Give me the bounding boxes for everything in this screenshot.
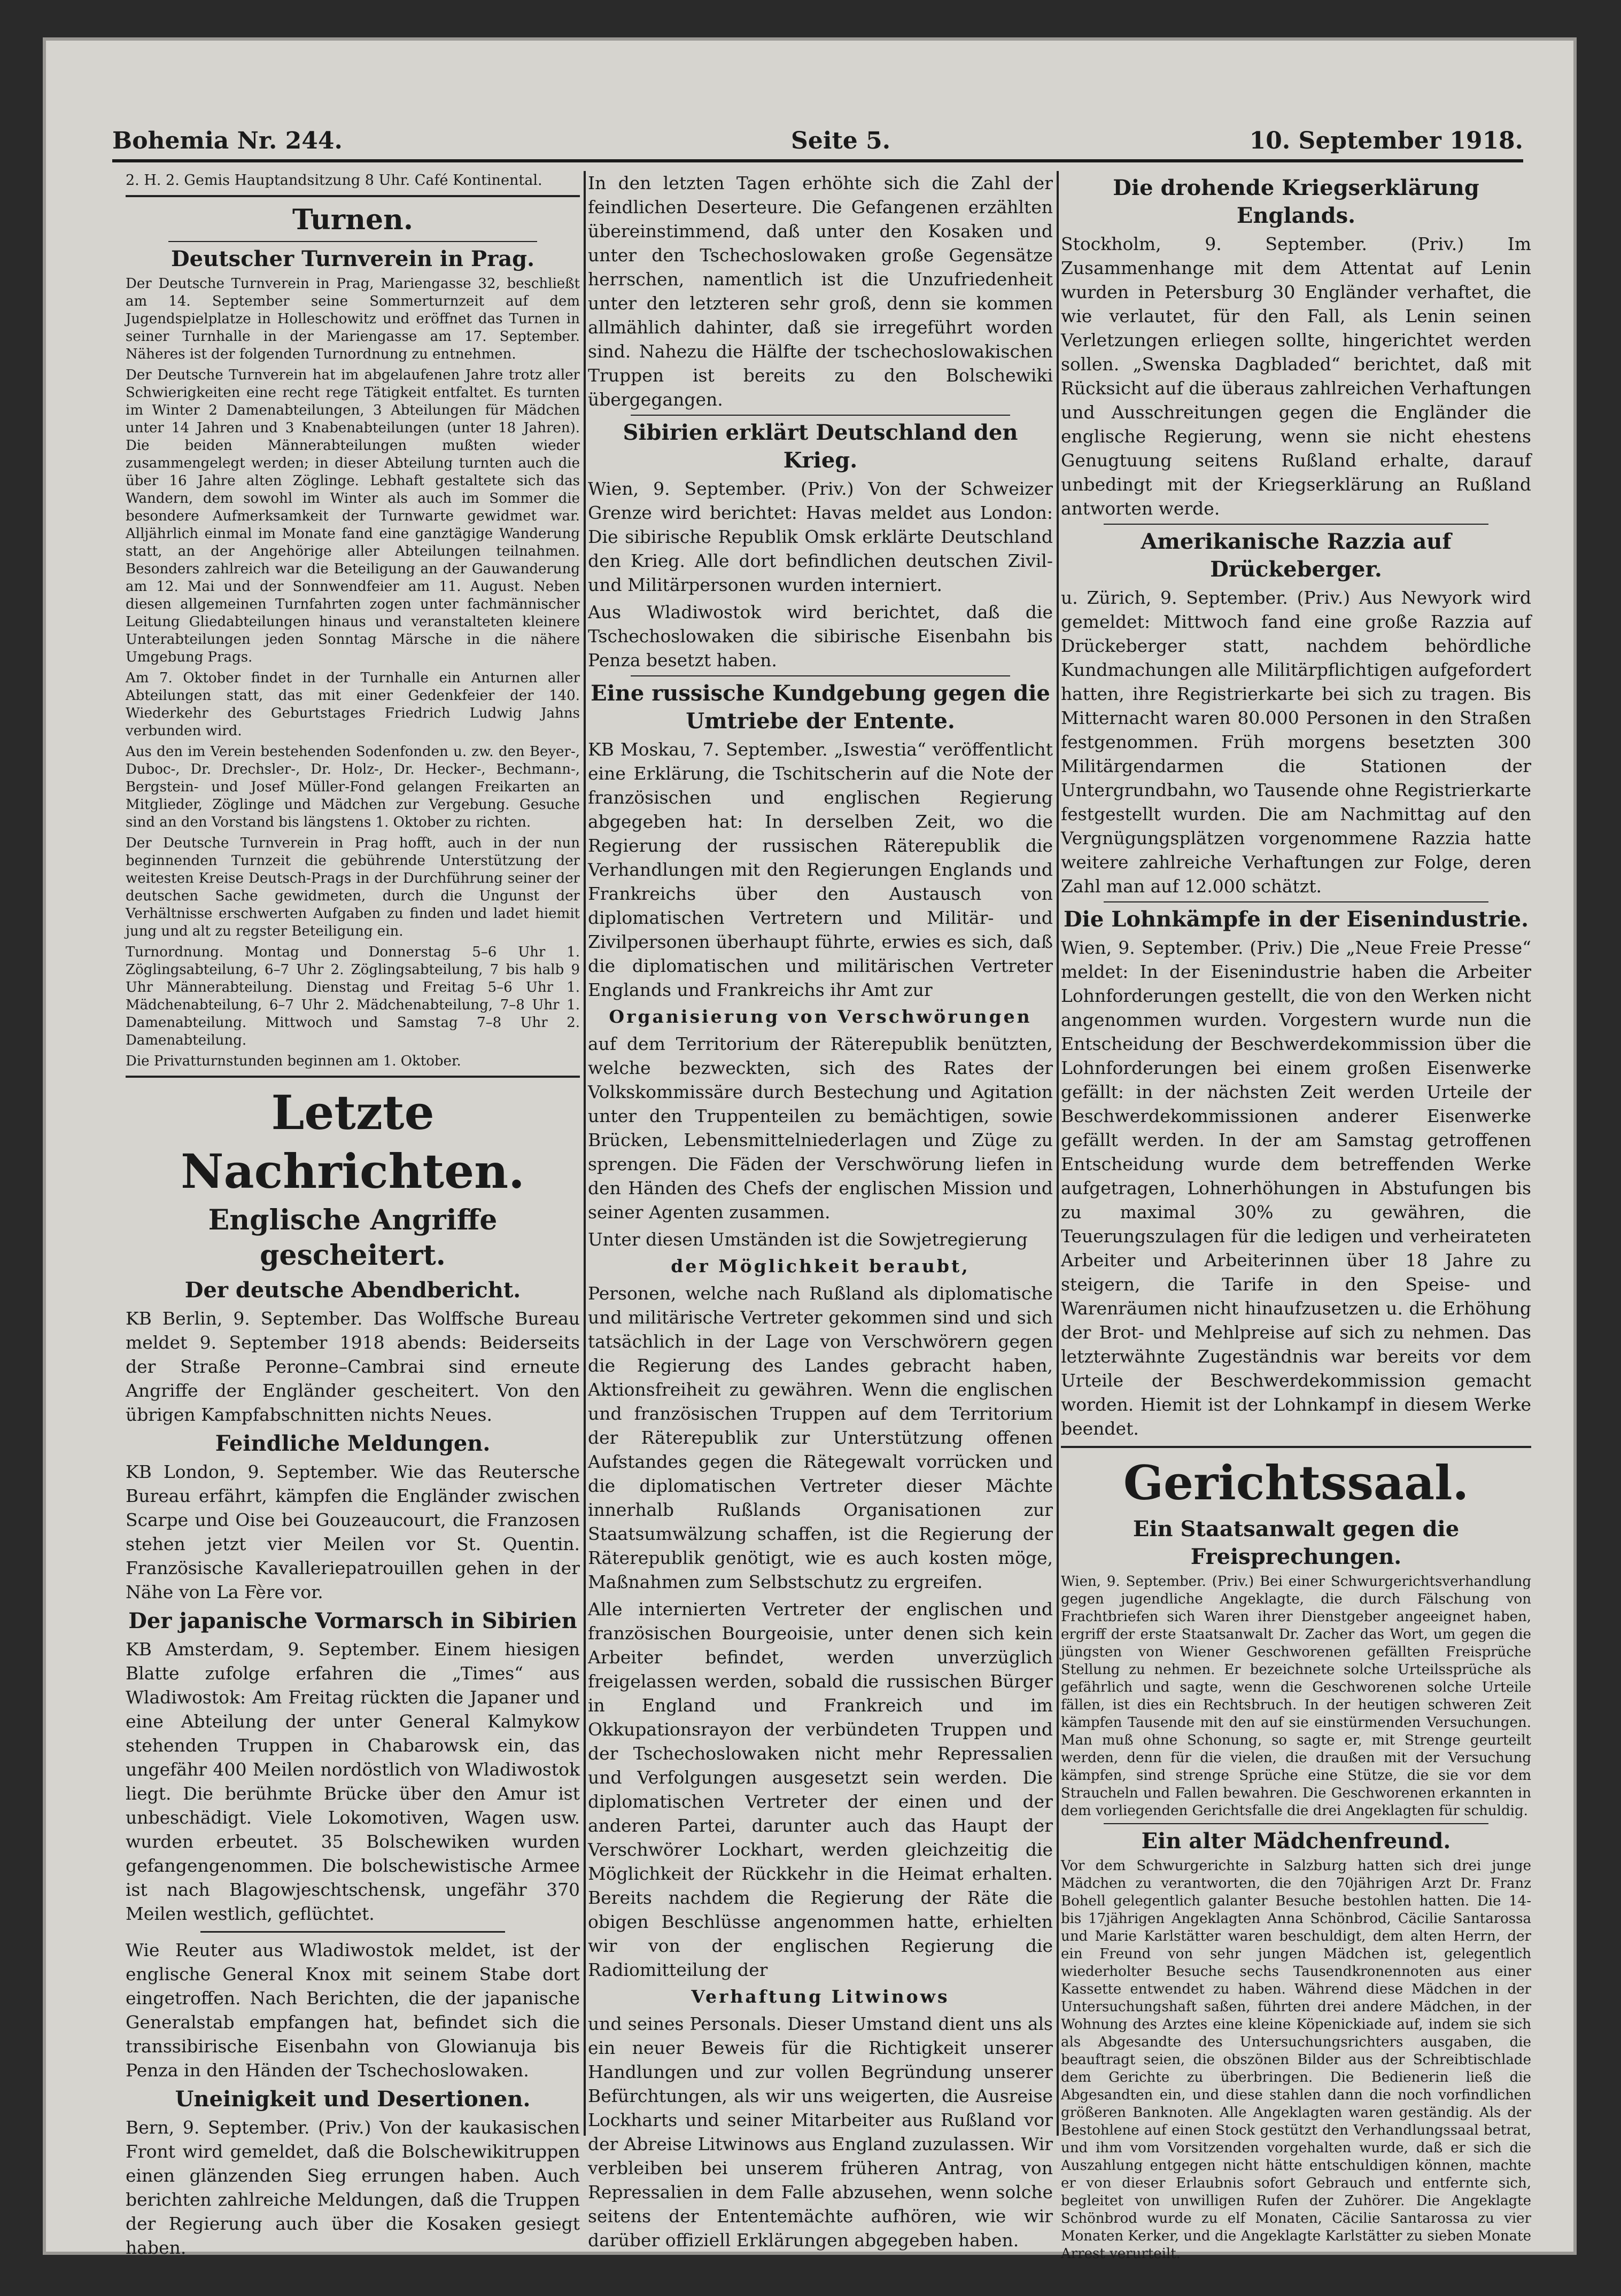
article-paragraph: Der Deutsche Turnverein hat im abgelaufenen Jahre trotz aller Schwierigkeiten eine recht rege Tätigkeit entfaltet. Es turnten im Winter 2 Damenabteilungen, 3 Abteilungen für Mädchen unter 14 Jahren und 3 Knabenabteilungen (unter 18 Jahren). Die beiden Männerabteilungen mußten wieder zusammengelegt werden; in dieser Abteilung turnten auch die über 16 Jahre alten Zöglinge. Lebhaft gestaltete sich das Wandern, dem sowohl im Winter als auch im Sommer die besondere Aufmerksamkeit der Turnwarte gewidmet war. Alljährlich einmal im Monate fand eine ganztägige Wanderung statt, an der Angehörige aller Abteilungen teilnahmen. Besonders zahlreich war die Beteiligung an der Gauwanderung am 12. Mai und der Sonnwendfeier am 11. August. Neben diesen allgemeinen Turnfahrten zogen unter fachmännischer Leitung Gliedabteilungen hinaus und veranstalteten kleinere Unterabteilungen jeden Sonntag Märsche in die nähere Umgebung Prags. xyxy=(126,367,580,665)
paper-issue: Bohemia Nr. 244. xyxy=(112,127,343,154)
article-paragraph: u. Zürich, 9. September. (Priv.) Aus Newyork wird gemeldet: Mittwoch fand eine große Razzia auf Drückeberger statt, nachdem behördliche Kundmachungen alle Militärpflichtigen aufgefordert hatten, ihre Registrierkarte bei sich zu tragen. Bis Mitternacht waren 80.000 Personen in den Straßen festgenommen. Früh morgens besetzten 300 Militärgendarmen die Stationen der Untergrundbahn, wo Tausende ohne Registrierkarte festgestellt wurden. Die am Nachmittag auf den Vergnügungsplätzen vorgenommene Razzia hatte weitere zahlreiche Verhaftungen zur Folge, deren Zahl man auf 12.000 schätzt. xyxy=(1061,587,1531,897)
section-title-turnen: Turnen. xyxy=(292,204,413,236)
article-paragraph: KB Berlin, 9. September. Das Wolffsche Bureau meldet 9. September 1918 abends: Beiderseits der Straße Peronne–Cambrai sind erneute Angriffe der Engländer gescheitert. Von den übrigen Kampfabschnitten nichts Neues. xyxy=(126,1308,580,1425)
article-paragraph: Die Privatturnstunden beginnen am 1. Oktober. xyxy=(126,1053,461,1069)
column-rule xyxy=(1057,171,1059,2136)
spaced-subhead: der Möglichkeit beraubt, xyxy=(671,1256,970,1277)
column-right xyxy=(1061,171,1531,2262)
divider xyxy=(168,241,537,242)
article-paragraph: Der Deutsche Turnverein in Prag, Mariengasse 32, beschließt am 14. September seine Sommerturnzeit auf dem Jugendspielplatze in Holleschowitz und eröffnet das Turnen in seiner Turnhalle in der Mariengasse am 17. September. Näheres ist der folgenden Turnordnung zu entnehmen. xyxy=(126,276,580,362)
article-paragraph: Wien, 9. September. (Priv.) Von der Schweizer Grenze wird berichtet: Havas meldet aus London: Die sibirische Republik Omsk erklärte Deutschland den Krieg. Alle dort befindlichen deutschen Zivil- und Militärpersonen wurden interniert. xyxy=(588,478,1053,595)
divider xyxy=(631,415,1010,416)
article-paragraph: KB Moskau, 7. September. „Iswestia“ veröffentlicht eine Erklärung, die Tschitscherin auf die Note der französischen und englischen Regierung abgegeben hat: In derselben Zeit, wo die Regierung der russischen Räterepublik die Verhandlungen mit den Regierungen Englands und Frankreichs über den Austausch von diplomatischen Vertretern und Militär- und Zivilpersonen überhaupt führte, erwies es sich, daß die diplomatischen und militärischen Vertreter Englands und Frankreichs ihr Amt zur xyxy=(588,739,1053,1000)
article-heading: Amerikanische Razzia auf Drückeberger. xyxy=(1141,529,1452,582)
issue-date: 10. September 1918. xyxy=(1249,127,1523,154)
divider xyxy=(200,1931,505,1933)
article-paragraph: KB Amsterdam, 9. September. Einem hiesigen Blatte zufolge erfahren die „Times“ aus Wladiwostok: Am Freitag rückten die Japaner und eine Abteilung der unter General Kalmykow stehenden Truppen in Chabarowsk ein, das ungefähr 400 Meilen nordöstlich von Wladiwostok liegt. Die berühmte Brücke über den Amur ist unbeschädigt. Viele Lokomotiven, Wagen usw. wurden erbeutet. 35 Bolschewiken wurden gefangengenommen. Die bolschewistische Armee ist nach Blagowjeschtschensk, ungefähr 370 Meilen westlich, geflüchtet. xyxy=(126,1639,580,1924)
section-divider xyxy=(126,1076,580,1078)
spaced-subhead: Verhaftung Litwinows xyxy=(691,1986,950,2007)
divider xyxy=(631,675,1010,676)
article-paragraph: Bern, 9. September. (Priv.) Von der kaukasischen Front wird gemeldet, daß die Bolschewikitruppen einen glänzenden Sieg errungen haben. Auch berichten zahlreiche Meldungen, daß die Truppen der Regierung auch über die Kosaken gesiegt haben. xyxy=(126,2117,580,2258)
divider xyxy=(1104,1823,1488,1824)
article-paragraph: Personen, welche nach Rußland als diplomatische und militärische Vertreter gekommen sind und sich tatsächlich in der Lage von Verschwörern gegen die Regierung des Landes gebracht haben, Aktionsfreiheit zu gewähren. Wenn die englischen und französischen Truppen auf dem Territorium der Räterepublik zur Unterstützung offenen Aufstandes gegen die Rätegewalt vorrücken und die diplomatischen Vertreter dieser Mächte innerhalb Rußlands Organisationen zur Staatsumwälzung schaffen, ist die Regierung der Räterepublik genötigt, wie es auch kosten möge, Maßnahmen zum Selbstschutz zu ergreifen. xyxy=(588,1283,1053,1592)
article-paragraph: Wien, 9. September. (Priv.) Die „Neue Freie Presse“ meldet: In der Eisenindustrie haben die Arbeiter Lohnforderungen gestellt, die von den Werken nicht angenommen wurden. Vorgestern wurde nun die Entscheidung der Beschwerdekommission über die Lohnforderungen bei einem großen Eisenwerke gefällt: in der nächsten Zeit werden Urteile der Beschwerdekommissionen anderer Eisenwerke gefällt werden. In der am Samstag getroffenen Entscheidung wurde dem betreffenden Werke aufgetragen, Lohnerhöhungen in Abstufungen bis zu maximal 30% zu gewähren, die Teuerungszulagen für die ledigen und verheirateten Arbeiter und Arbeiterinnen über 18 Jahre zu steigern, die Tarife in den Speise- und Warenräumen nicht hinaufzusetzen u. die Erhöhung der Brot- und Mehlpreise auf sich zu nehmen. Das letzterwähnte Zugeständnis war bereits vor dem Urteile der Beschwerdekommission gemacht worden. Hiemit ist der Lohnkampf in diesem Werke beendet. xyxy=(1061,937,1531,1439)
section-title-gerichtssaal: Gerichtssaal. xyxy=(1123,1455,1469,1511)
article-heading: Eine russische Kundgebung gegen die Umtriebe der Entente. xyxy=(591,681,1050,734)
article-heading: Englische Angriffe gescheitert. xyxy=(208,1204,498,1272)
article-paragraph: Turnordnung. Montag und Donnerstag 5–6 Uhr 1. Zöglingsabteilung, 6–7 Uhr 2. Zöglingsabteilung, 7 bis halb 9 Uhr Männerabteilung. Dienstag und Freitag 5–6 Uhr 1. Mädchenabteilung, 6–7 Uhr 2. Mädchenabteilung, 7–8 Uhr 1. Damenabteilung. Mittwoch und Samstag 7–8 Uhr 2. Damenabteilung. xyxy=(126,944,580,1048)
article-paragraph: Aus den im Verein bestehenden Sodenfonden u. zw. den Beyer-, Duboc-, Dr. Drechsler-, Dr. Holz-, Dr. Hecker-, Bechmann-, Bergstein- und Josef Müller-Fond gelangen Freikarten an Mitglieder, Zöglinge und Mädchen zur Vergebung. Gesuche sind an den Vorstand bis längstens 1. Oktober zu richten. xyxy=(126,744,580,830)
section-title-letzte-nachrichten: Letzte Nachrichten. xyxy=(181,1085,525,1199)
article-paragraph: Vor dem Schwurgerichte in Salzburg hatten sich drei junge Mädchen zu verantworten, die den 70jährigen Arzt Dr. Franz Bohell gelegentlich galanter Besuche bestohlen hatten. Die 14- bis 17jährigen Angeklagten Anna Schönbrod, Cäcilie Santarossa und Marie Karlstätter waren beschuldigt, dem alten Herrn, der ein Freund von sehr jungen Mädchen ist, gelegentlich wiederholter Besuche sechs Tausendkronennoten aus einer Kassette entwendet zu haben. Während diese Mädchen in der Untersuchungshaft saßen, führten drei andere Mädchen, in der Wohnung des Arztes eine kleine Köpenickiade auf, indem sie sich als Abgesandte des Untersuchungsrichters ausgaben, die beauftragt seien, die obszönen Bilder aus der Schreibtischlade dem Gerichte zu überbringen. Die Bedienerin ließ die Abgesandten ein, und diese stahlen dann die noch vorfindlichen größeren Banknoten. Alle Angeklagten waren geständig. Als der Bestohlene auf einen Stock gestützt den Verhandlungssaal betrat, und ihm vom Vorsitzenden vorgehalten wurde, daß er sich die Auszahlung entgegen nicht hätte entschuldigen können, machte er von dieser Erlaubnis sofort Gebrauch und entfernte sich, begleitet von unwilligen Rufen der Zuhörer. Die Angeklagte Schönbrod wurde zu elf Monaten, Cäcilie Santarossa zu vier Monaten Kerker, und die Angeklagte Karlstätter zu sieben Monate Arrest verurteilt. xyxy=(1061,1858,1531,2262)
article-heading: Feindliche Meldungen. xyxy=(215,1431,491,1456)
article-paragraph: auf dem Territorium der Räterepublik benützten, welche bezweckten, sich des Rates der Volkskommissäre durch Bestechung und Agitation unter den Truppenteilen zu bemächtigen, sowie Brücken, Lebensmittelniederlagen und Züge zu sprengen. Die Fäden der Verschwörung liefen in den Händen des Chefs der englischen Mission und seiner Agenten zusammen. xyxy=(588,1033,1053,1223)
section-divider xyxy=(126,195,580,197)
article-heading: Ein Staatsanwalt gegen die Freisprechungen. xyxy=(1133,1516,1460,1569)
article-paragraph: Aus Wladiwostok wird berichtet, daß die Tschechoslowaken die sibirische Eisenbahn bis Penza besetzt haben. xyxy=(588,602,1053,671)
column-left xyxy=(126,171,580,2258)
article-heading: Der japanische Vormarsch in Sibirien xyxy=(128,1608,577,1633)
article-paragraph: und seines Personals. Dieser Umstand dient uns als ein neuer Beweis für die Richtigkeit unserer Handlungen und zur vollen Begründung unserer Befürchtungen, als wir uns weigerten, die Ausreise Lockharts und seiner Mitarbeiter aus Rußland vor der Abreise Litwinows aus England zuzulassen. Wir verbleiben bei unserem früheren Antrag, von Repressalien in dem Falle abzusehen, wenn solche seitens der Ententemächte aufhören, wie wir darüber offiziell Erklärungen abgegeben haben. xyxy=(588,2013,1053,2251)
page-header xyxy=(112,127,1523,162)
article-paragraph: Der Deutsche Turnverein in Prag hofft, auch in der nun beginnenden Turnzeit die gebührende Unterstützung der weitesten Kreise Deutsch-Prags in der Durchführung seiner der deutschen Sache gewidmeten, durch die Ungunst der Verhältnisse erschwerten Aufgaben zu finden und ladet hiemit jung und alt zu regster Beteiligung ein. xyxy=(126,835,580,939)
article-heading: Uneinigkeit und Desertionen. xyxy=(175,2087,531,2112)
article-paragraph: Unter diesen Umständen ist die Sowjetregierung xyxy=(588,1229,1028,1250)
divider xyxy=(1104,901,1488,902)
section-divider xyxy=(1061,1446,1531,1448)
article-subheading: Der deutsche Abendbericht. xyxy=(184,1278,521,1303)
spaced-subhead: Organisierung von Verschwörungen xyxy=(609,1006,1032,1027)
article-heading: Deutscher Turnverein in Prag. xyxy=(170,246,535,271)
article-heading: Ein alter Mädchenfreund. xyxy=(1141,1828,1451,1854)
article-heading: Die Lohnkämpfe in der Eisenindustrie. xyxy=(1063,907,1529,932)
column-middle xyxy=(588,171,1053,2251)
article-paragraph: Am 7. Oktober findet in der Turnhalle ein Anturnen aller Abteilungen statt, das mit einer Gedenkfeier der 140. Wiederkehr des Geburtstages Friedrich Ludwig Jahns verbunden wird. xyxy=(126,670,580,739)
page-number: Seite 5. xyxy=(791,127,891,154)
article-paragraph: Wie Reuter aus Wladiwostok meldet, ist der englische General Knox mit seinem Stabe dort eingetroffen. Nach Berichten, die der japanische Generalstab empfangen hat, befindet sich die transsibirische Eisenbahn von Glowianuja bis Penza in den Händen der Tschechoslowaken. xyxy=(126,1940,580,2081)
column-rule xyxy=(584,171,586,2136)
article-heading: Die drohende Kriegserklärung Englands. xyxy=(1113,175,1479,228)
article-heading: Sibirien erklärt Deutschland den Krieg. xyxy=(623,420,1018,473)
divider xyxy=(1104,524,1488,525)
article-paragraph: KB London, 9. September. Wie das Reutersche Bureau erfährt, kämpfen die Engländer zwischen Scarpe und Oise bei Gouzeaucourt, die Franzosen stehen jetzt vier Meilen vor St. Quentin. Französische Kavalleriepatrouillen gehen in der Nähe von La Fère vor. xyxy=(126,1461,580,1602)
article-paragraph: In den letzten Tagen erhöhte sich die Zahl der feindlichen Deserteure. Die Gefangenen erzählten übereinstimmend, daß unter den Kosaken und unter den Tschechoslowaken große Gegensätze herrschen, namentlich ist die Unzufriedenheit unter den letzteren sehr groß, denn sie kommen allmählich dahinter, daß sie irregeführt worden sind. Nahezu die Hälfte der tschechoslowakischen Truppen ist bereits zu den Bolschewiki übergegangen. xyxy=(588,173,1053,410)
article-paragraph: Stockholm, 9. September. (Priv.) Im Zusammenhange mit dem Attentat auf Lenin wurden in Petersburg 30 Engländer verhaftet, die wie verlautet, für den Fall, als Lenin seinen Verletzungen erliegen sollte, hingerichtet werden sollen. „Swenska Dagbladed“ berichtet, daß mit Rücksicht auf die überaus zahlreichen Verhaftungen und Ausschreitungen gegen die Engländer die englische Regierung, wenn sie nicht ehestens Genugtuung seitens Rußland erhalte, darauf unbedingt mit der Kriegserklärung an Rußland antworten werde. xyxy=(1061,234,1531,519)
article-paragraph: Wien, 9. September. (Priv.) Bei einer Schwurgerichtsverhandlung gegen jugendliche Angeklagte, die durch Fälschung von Frachtbriefen sich Waren ihrer Dienstgeber angeeignet haben, ergriff der erste Staatsanwalt Dr. Zacher das Wort, um gegen die jüngsten von Wiener Geschworenen gefällten Freisprüche Stellung zu nehmen. Er bezeichnete solche Urteilssprüche als gefährlich und sagte, wenn die Geschworenen solche Urteile fällen, ist dies ein Rechtsbruch. In der heutigen schweren Zeit kämpfen Tausende mit den auf sie einstürmenden Versuchungen. Man muß ohne Schonung, so sagte er, mit Strenge geurteilt werden, denn für die vielen, die draußen mit der Versuchung kämpfen, sind strenge Sprüche eine Stütze, die sie vor dem Straucheln und Fallen bewahren. Die Geschworenen erkannten in dem vorliegenden Gerichtsfalle die drei Angeklagten für schuldig. xyxy=(1061,1574,1531,1819)
club-notice: 2. H. 2. Gemis Hauptandsitzung 8 Uhr. Café Kontinental. xyxy=(126,172,542,189)
article-paragraph: Alle internierten Vertreter der englischen und französischen Bourgeoisie, unter denen sich kein Arbeiter befindet, werden unverzüglich freigelassen werden, sobald die russischen Bürger in England und Frankreich und im Okkupationsrayon der verbündeten Truppen und der Tschechoslowaken nicht mehr Repressalien und Verfolgungen ausgesetzt sein werden. Die diplomatischen Vertreter der einen und der anderen Partei, darunter auch das Haupt der Verschwörer Lockhart, werden gleichzeitig die Möglichkeit der Rückkehr in die Heimat erhalten. Bereits nachdem die Regierung der Räte die obigen Beschlüsse angenommen hatte, erhielten wir von der englischen Regierung die Radiomitteilung der xyxy=(588,1599,1053,1980)
